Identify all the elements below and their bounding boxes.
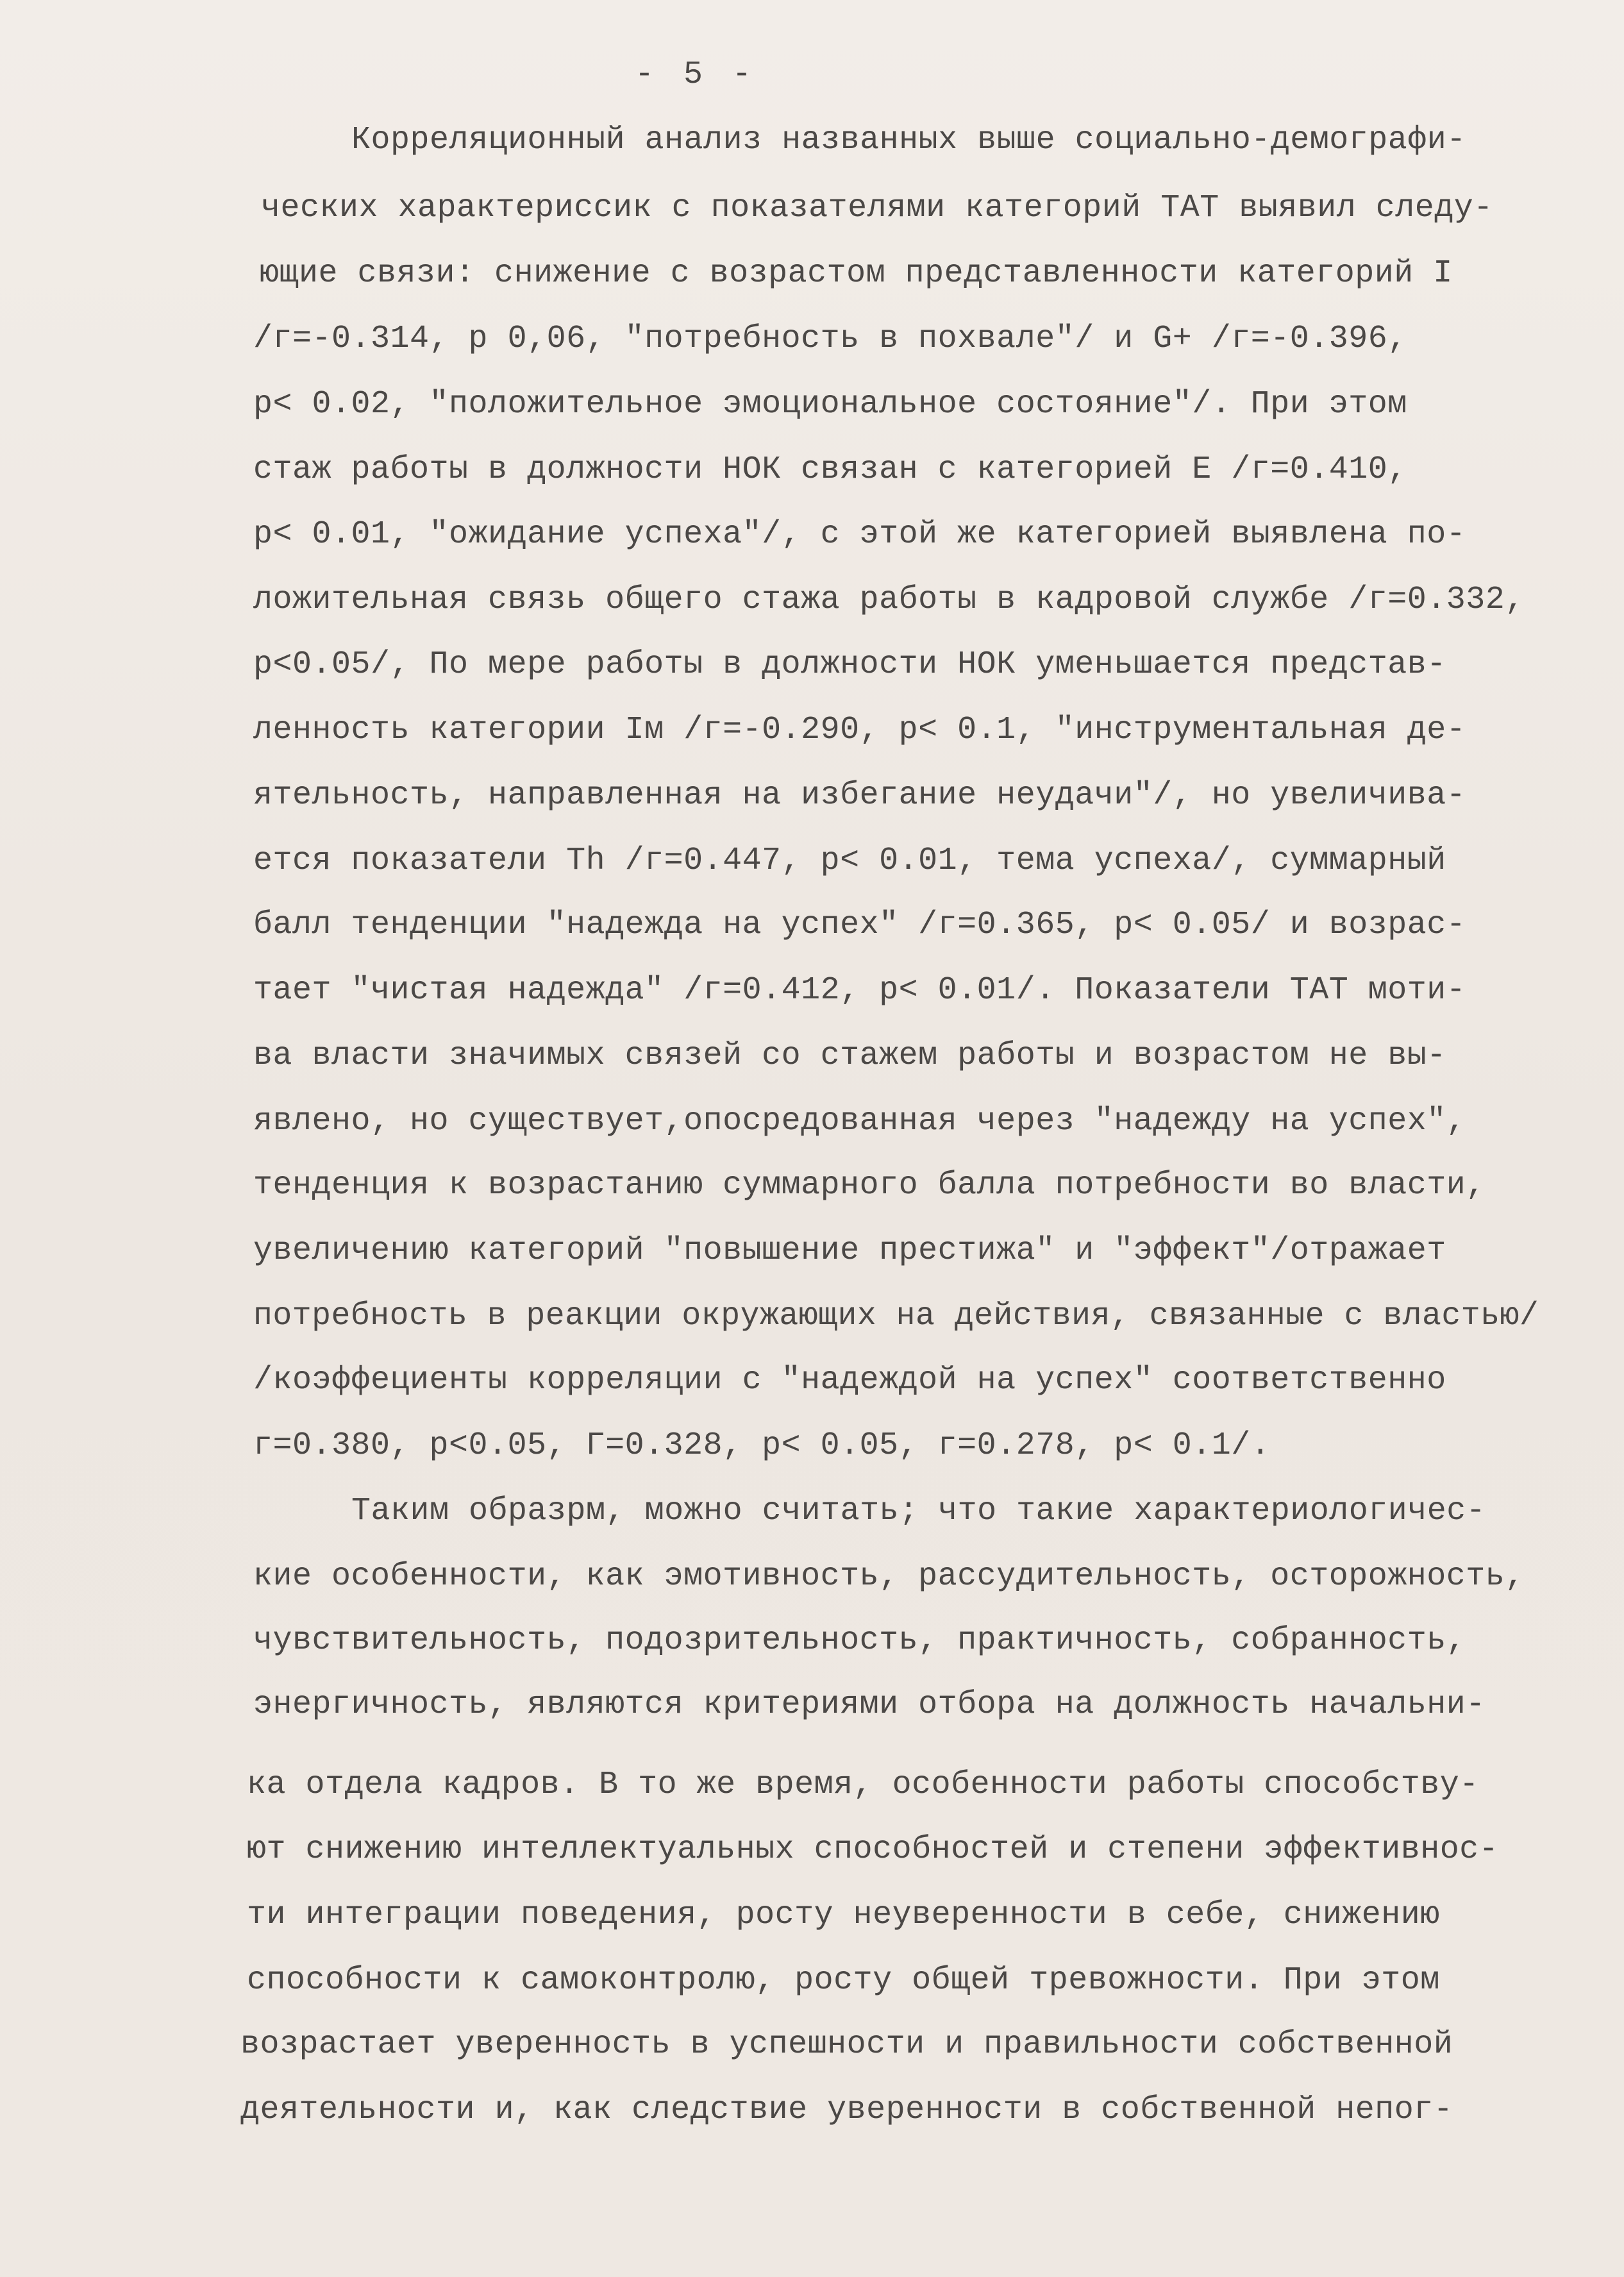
text-line: увеличению категорий "повышение престижа" и "эффект"/отражает bbox=[253, 1232, 1446, 1269]
text-line: ка отдела кадров. В то же время, особенности работы способству- bbox=[247, 1767, 1479, 1803]
text-line: ва власти значимых связей со стажем работы и возрастом не вы- bbox=[253, 1038, 1446, 1074]
text-line: ти интеграции поведения, росту неуверенности в себе, снижению bbox=[247, 1897, 1440, 1933]
text-line: возрастает уверенность в успешности и правильности собственной bbox=[240, 2026, 1453, 2063]
page-number: - 5 - bbox=[634, 56, 757, 93]
text-line: р<0.05/, По мере работы в должности НОК уменьшается представ- bbox=[253, 646, 1446, 683]
text-line: ятельность, направленная на избегание неудачи"/, но увеличива- bbox=[253, 777, 1466, 814]
text-line: тает "чистая надежда" /г=0.412, р< 0.01/. Показатели ТАТ моти- bbox=[253, 972, 1466, 1009]
text-line: /г=-0.314, р 0,06, "потребность в похвале"/ и G+ /г=-0.396, bbox=[253, 321, 1407, 357]
text-line: Корреляционный анализ названных выше социально-демографи- bbox=[351, 122, 1466, 158]
text-line: явлено, но существует,опосредованная через "надежду на успех", bbox=[253, 1103, 1466, 1139]
text-line: ленность категории Iм /г=-0.290, р< 0.1, "инструментальная де- bbox=[253, 712, 1466, 748]
text-line: ют снижению интеллектуальных способностей и степени эффективнос- bbox=[247, 1831, 1499, 1868]
text-line: стаж работы в должности НОК связан с категорией Е /г=0.410, bbox=[253, 451, 1407, 488]
text-line: балл тенденции "надежда на успех" /г=0.365, р< 0.05/ и возрас- bbox=[253, 907, 1466, 943]
text-line: кие особенности, как эмотивность, рассудительность, осторожность, bbox=[253, 1558, 1525, 1595]
text-line: Таким образрм, можно считать; что такие характериологичес- bbox=[351, 1493, 1486, 1529]
text-line: г=0.380, р<0.05, Г=0.328, р< 0.05, г=0.278, р< 0.1/. bbox=[253, 1427, 1271, 1464]
text-line: ется показатели Тh /г=0.447, р< 0.01, тема успеха/, суммарный bbox=[253, 843, 1446, 879]
text-line: /коэффециенты корреляции с "надеждой на успех" соответственно bbox=[253, 1362, 1446, 1399]
text-line: способности к самоконтролю, росту общей тревожности. При этом bbox=[247, 1962, 1440, 1999]
text-line: ющие связи: снижение с возрастом представленности категорий I bbox=[260, 255, 1453, 292]
text-line: чувствительность, подозрительность, практичность, собранность, bbox=[253, 1622, 1466, 1659]
text-line: энергичность, являются критериями отбора на должность начальни- bbox=[253, 1686, 1486, 1723]
text-line: деятельности и, как следствие уверенности в собственной непог- bbox=[240, 2092, 1453, 2128]
text-line: потребность в реакции окружающих на действия, связанные с властью/ bbox=[253, 1298, 1539, 1334]
text-line: ческих характериссик с показателями категорий ТАТ выявил следу- bbox=[261, 190, 1493, 226]
text-line: р< 0.02, "положительное эмоциональное состояние"/. При этом bbox=[253, 386, 1407, 423]
text-line: р< 0.01, "ожидание успеха"/, с этой же категорией выявлена по- bbox=[253, 516, 1466, 553]
text-line: тенденция к возрастанию суммарного балла потребности во власти, bbox=[253, 1167, 1486, 1204]
text-line: ложительная связь общего стажа работы в кадровой службе /г=0.332, bbox=[253, 582, 1525, 618]
